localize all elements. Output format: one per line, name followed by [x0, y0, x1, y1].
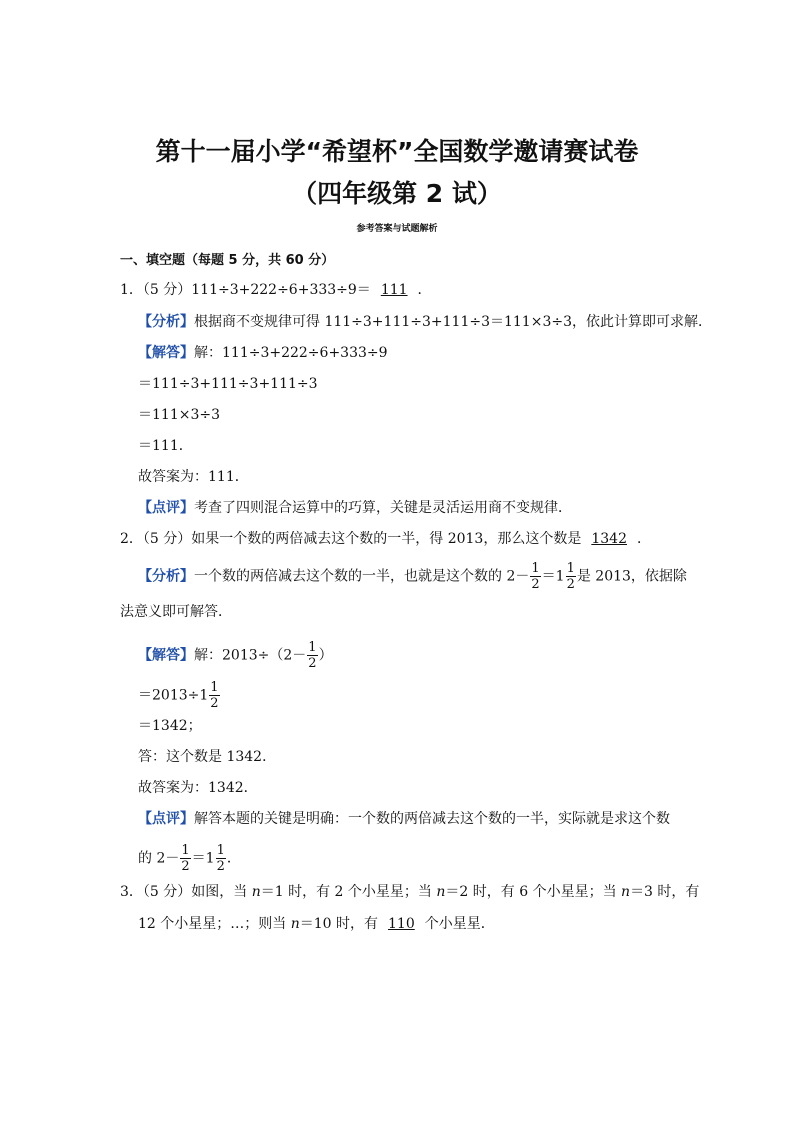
fraction-numerator: 1	[566, 561, 575, 576]
fraction	[209, 680, 219, 711]
q2-answer: 1342	[591, 531, 627, 547]
q2-solution-5: 故答案为：1342．	[138, 780, 258, 796]
q2-comment2-a: 的 2－	[138, 850, 180, 867]
q2-analysis-text-c: 是 2013，依据除	[576, 568, 687, 585]
fraction	[566, 561, 576, 592]
analysis-tag: 【分析】	[138, 314, 194, 330]
q1-solution-text: 解：111÷3+222÷6+333÷9	[194, 345, 388, 361]
fraction-denominator: 2	[181, 859, 190, 874]
q2-comment	[138, 809, 670, 829]
fraction-numerator: 1	[181, 843, 190, 858]
page-subtitle: （四年级第 2 试）	[292, 179, 502, 208]
variable-n: n	[436, 884, 446, 900]
q3-text-e: 12 个小星星；…；则当	[138, 916, 291, 932]
q3-text-d: ＝3 时，有	[630, 884, 700, 900]
fraction	[530, 561, 540, 592]
analysis-tag: 【分析】	[138, 568, 194, 585]
q1-solution-5: 故答案为：111．	[138, 469, 249, 485]
variable-n: n	[290, 916, 300, 932]
q1-question	[120, 280, 432, 300]
q2-comment-line2	[138, 843, 241, 874]
q3-question-line1	[120, 882, 699, 902]
q1-solution-3: ＝111×3÷3	[138, 407, 220, 423]
fraction-numerator: 1	[210, 680, 219, 695]
q1-analysis-text: 根据商不变规律可得 111÷3+111÷3+111÷3＝111×3÷3，依此计算即可求解．	[194, 314, 712, 330]
q1-solution-4: ＝111．	[138, 438, 193, 454]
variable-n: n	[621, 884, 631, 900]
q3-question-line2	[138, 914, 495, 934]
q1-solution-1	[138, 343, 388, 363]
fraction	[180, 843, 190, 874]
fraction-numerator: 1	[308, 640, 317, 655]
q3-text-g: 个小星星．	[424, 916, 495, 932]
solution-tag: 【解答】	[138, 647, 194, 664]
q2-comment2-c: ．	[226, 850, 241, 867]
q2-sol1-a: 解：2013÷（2－	[194, 647, 307, 664]
fraction-numerator: 1	[216, 843, 225, 858]
q2-text: 2．（5 分）如果一个数的两倍减去这个数的一半，得 2013，那么这个数是	[120, 531, 582, 547]
q2-analysis	[138, 561, 687, 592]
q3-answer: 110	[388, 916, 415, 932]
q1-comment	[138, 498, 572, 518]
q2-solution-1	[138, 640, 333, 671]
fraction-denominator: 2	[308, 656, 317, 671]
q2-analysis-text-a: 一个数的两倍减去这个数的一半，也就是这个数的 2－	[194, 568, 530, 585]
fraction-denominator: 2	[531, 577, 540, 592]
q3-text-a: 3．（5 分）如图，当	[120, 884, 252, 900]
q2-solution-2	[138, 680, 221, 711]
q2-solution-4: 答：这个数是 1342．	[138, 749, 277, 765]
fraction-numerator: 1	[531, 561, 540, 576]
q1-end: ．	[417, 282, 432, 298]
q2-sol2: ＝2013÷1	[138, 687, 209, 704]
comment-tag: 【点评】	[138, 500, 194, 516]
solution-tag: 【解答】	[138, 345, 194, 361]
answer-note: 参考答案与试题解析	[356, 224, 438, 234]
q2-comment-text: 解答本题的关键是明确：一个数的两倍减去这个数的一半，实际就是求这个数	[194, 811, 670, 827]
q1-text: 1．（5 分）111÷3+222÷6+333÷9＝	[120, 282, 371, 298]
q2-comment2-b: ＝1	[191, 850, 215, 867]
q1-answer: 111	[380, 282, 408, 298]
q2-solution-3: ＝1342；	[138, 718, 202, 734]
page-title: 第十一届小学“希望杯”全国数学邀请赛试卷	[155, 137, 639, 166]
q2-end: ．	[636, 531, 651, 547]
q2-question	[120, 529, 651, 549]
q2-sol1-b: ）	[318, 647, 333, 664]
q3-text-c: ＝2 时，有 6 个小星星；当	[445, 884, 622, 900]
q2-analysis-line2: 法意义即可解答．	[120, 604, 232, 620]
q1-analysis	[138, 312, 712, 332]
q1-solution-2: ＝111÷3+111÷3+111÷3	[138, 376, 318, 392]
fraction-denominator: 2	[210, 696, 219, 711]
comment-tag: 【点评】	[138, 811, 194, 827]
q1-comment-text: 考查了四则混合运算中的巧算，关键是灵活运用商不变规律．	[194, 500, 572, 516]
q3-text-b: ＝1 时，有 2 个小星星；当	[260, 884, 437, 900]
section-heading: 一、填空题（每题 5 分，共 60 分）	[120, 253, 335, 268]
q2-analysis-text-b: ＝1	[541, 568, 565, 585]
q3-text-f: ＝10 时，有	[299, 916, 379, 932]
fraction-denominator: 2	[566, 577, 575, 592]
fraction	[216, 843, 226, 874]
fraction	[307, 640, 317, 671]
variable-n: n	[251, 884, 261, 900]
fraction-denominator: 2	[216, 859, 225, 874]
